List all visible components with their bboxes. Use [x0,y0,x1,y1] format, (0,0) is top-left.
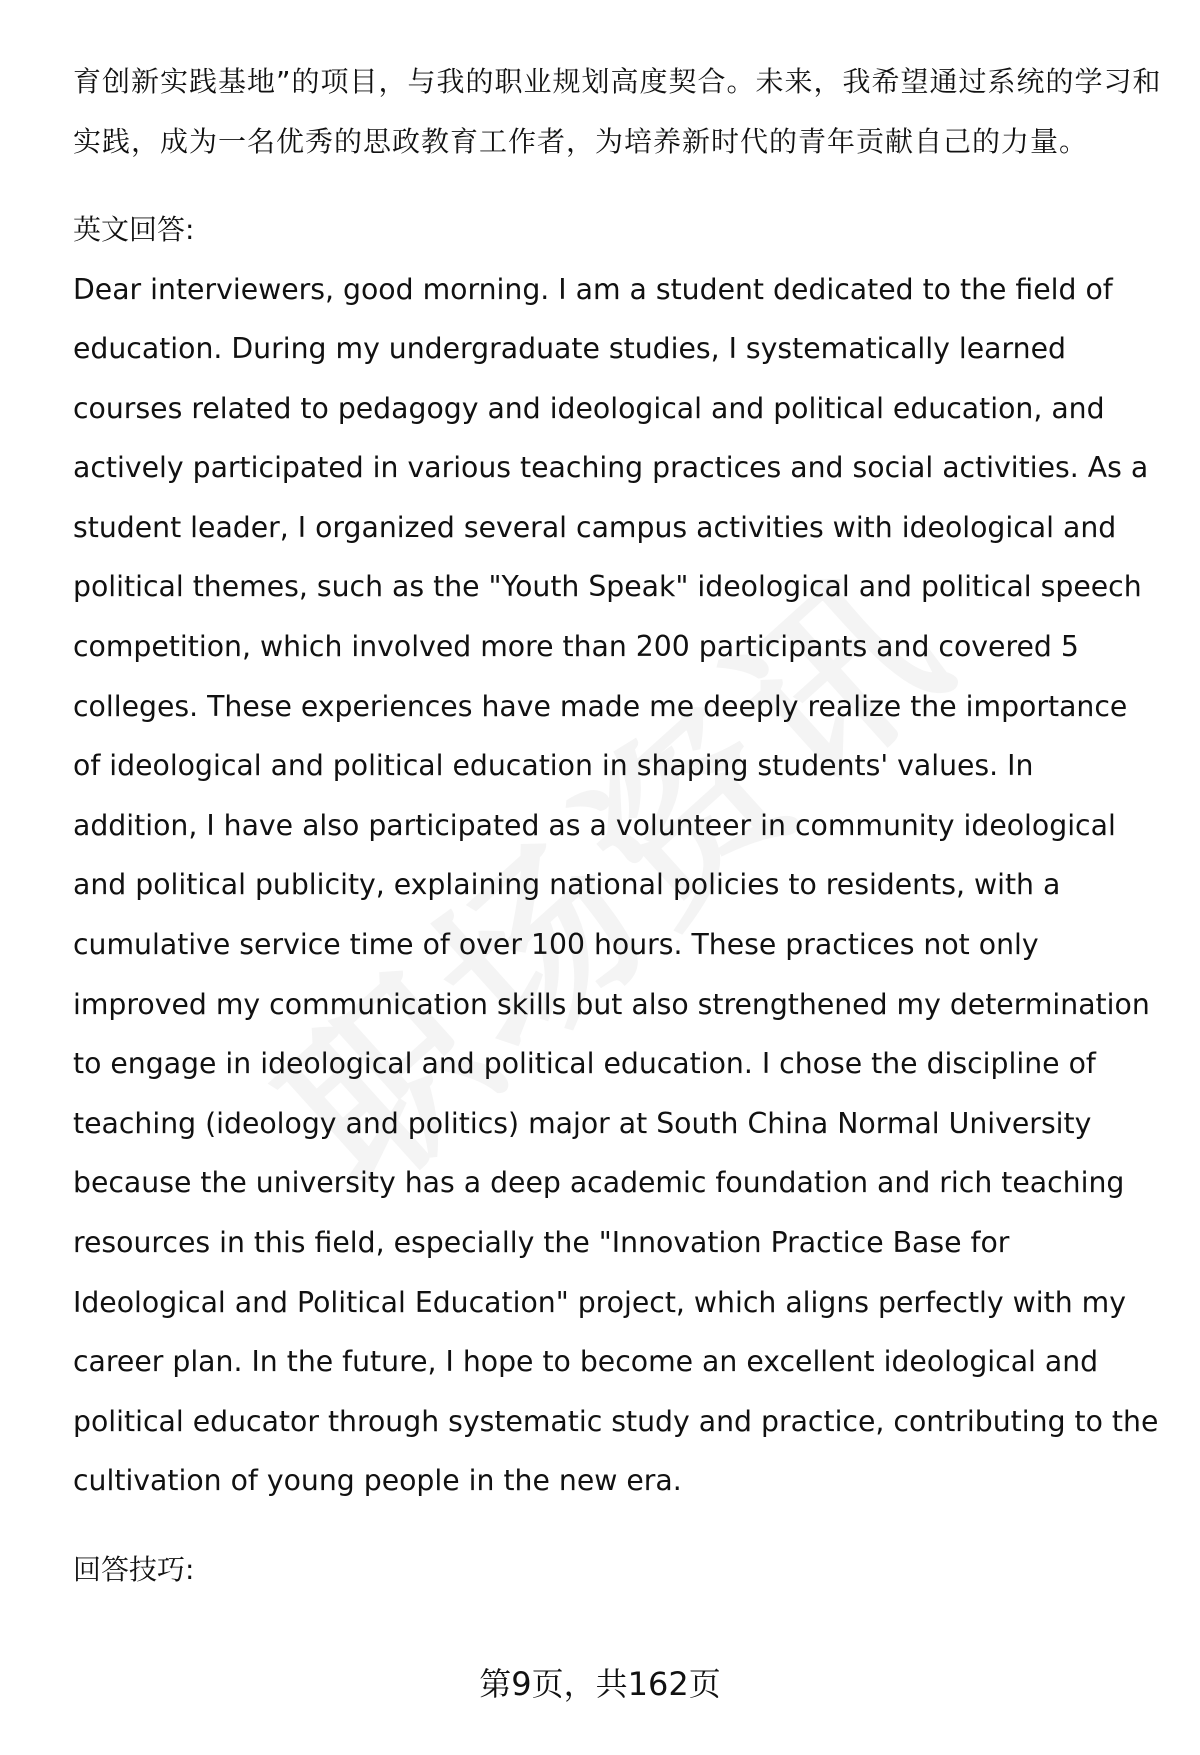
paragraph-spacer [73,1511,1163,1540]
document-content [73,52,1163,1599]
chinese-paragraph: 育创新实践基地”的项目，与我的职业规划高度契合。未来，我希望通过系统的学习和实践，成为一名优秀的思政教育工作者，为培养新时代的青年贡献自己的力量。 [73,65,1162,158]
english-answer-heading: 英文回答: [73,213,195,246]
page-number-footer: 第9页，共162页 [479,1665,721,1703]
paragraph-spacer [73,171,1163,200]
tips-heading: 回答技巧: [73,1552,195,1586]
english-answer-paragraph: Dear interviewers, good morning. I am a student dedicated to the field of education. During my undergraduate studies, I systematically learned courses related to pedagogy and ideological and political education, and actively participated in various teaching practices and social activities. As a student leader, I organized several campus activities with ideological and political themes, such as the "Youth Speak" ideological and political speech competition, which involved more than 200 participants and covered 5 colleges. These experiences have made me deeply realize the importance of ideological and political education in shaping students' values. In addition, I have also participated as a volunteer in community ideological and political publicity, explaining national policies to residents, with a cumulative service time of over 100 hours. These practices not only improved my communication skills but also strengthened my determination to engage in ideological and political education. I chose the discipline of teaching (ideology and politics) major at South China Normal University because the university has a deep academic foundation and rich teaching resources in this field, especially the "Innovation Practice Base for Ideological and Political Education" project, which aligns perfectly with my career plan. In the future, I hope to become an excellent ideological and political educator through systematic study and practice, contributing to the cultivation of young people in the new era. [73,272,1159,1498]
